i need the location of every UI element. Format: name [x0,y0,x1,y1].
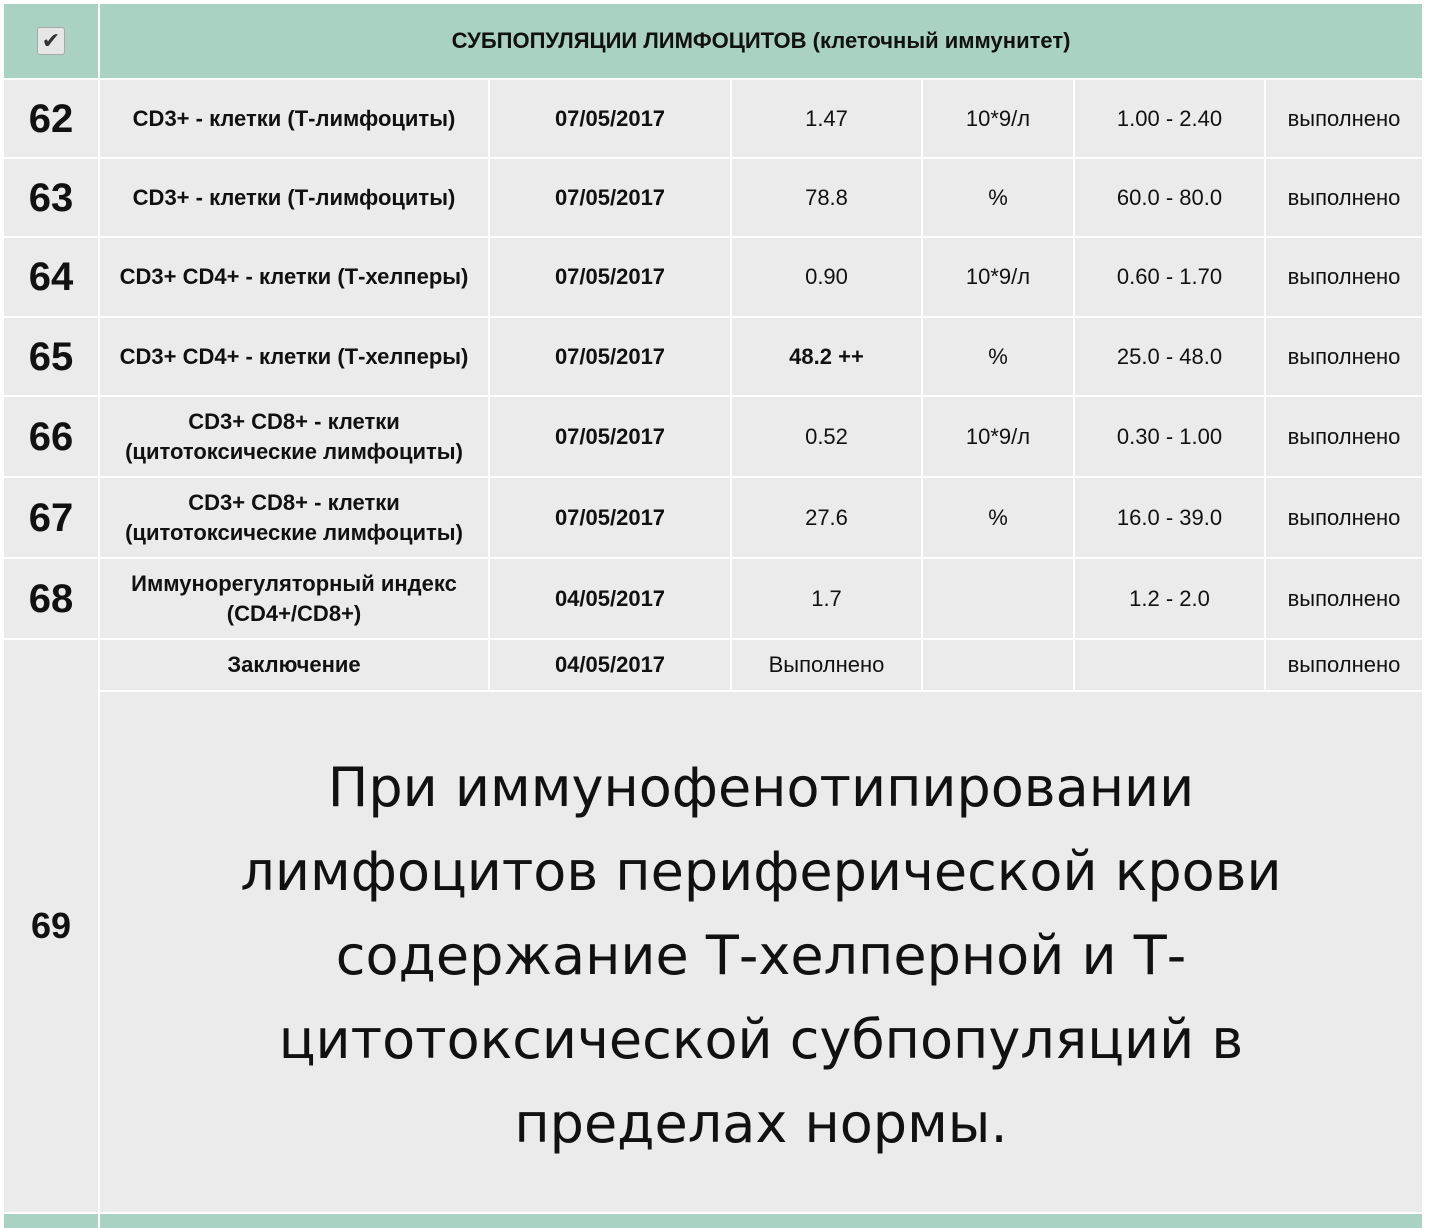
test-date: 04/05/2017 [490,640,730,690]
test-value: 0.90 [732,238,921,316]
row-number: 67 [4,478,98,557]
test-name [100,397,488,476]
test-value: Выполнено [732,640,921,690]
row-number: 69 [4,640,98,1212]
test-name-line2: (цитотоксические лимфоциты) [125,519,463,545]
test-value: 1.47 [732,80,921,157]
reference-range: 0.30 - 1.00 [1075,397,1264,476]
test-value: 1.7 [732,559,921,638]
test-unit: 10*9/л [923,238,1073,316]
row-number: 64 [4,238,98,316]
reference-range: 60.0 - 80.0 [1075,159,1264,236]
row-number: 66 [4,397,98,476]
test-status: выполнено [1266,238,1422,316]
reference-range: 0.60 - 1.70 [1075,238,1264,316]
test-name: CD3+ CD4+ - клетки (Т-хелперы) [100,318,488,395]
test-name-line2: (CD4+/CD8+) [226,600,362,626]
test-unit: 10*9/л [923,80,1073,157]
test-unit: % [923,478,1073,557]
test-status: выполнено [1266,318,1422,395]
next-section-header [100,1214,1422,1228]
test-status: выполнено [1266,640,1422,690]
test-name-line1: CD3+ CD8+ - клетки [188,408,400,434]
test-unit: % [923,159,1073,236]
test-value-flagged: 48.2 ++ [732,318,921,395]
test-value: 27.6 [732,478,921,557]
test-unit: 10*9/л [923,397,1073,476]
check-icon[interactable]: ✔ [37,27,65,55]
test-status: выполнено [1266,397,1422,476]
reference-range: 16.0 - 39.0 [1075,478,1264,557]
reference-range: 1.2 - 2.0 [1075,559,1264,638]
next-section-header-left [4,1214,98,1228]
test-unit [923,559,1073,638]
test-date: 07/05/2017 [490,397,730,476]
section-title: СУБПОПУЛЯЦИИ ЛИМФОЦИТОВ (клеточный иммунитет) [100,4,1422,78]
test-name-line1: Иммунорегуляторный индекс [131,570,457,596]
test-name-line1: CD3+ CD8+ - клетки [188,489,400,515]
test-status: выполнено [1266,80,1422,157]
test-date: 04/05/2017 [490,559,730,638]
test-status: выполнено [1266,159,1422,236]
test-name-line2: (цитотоксические лимфоциты) [125,438,463,464]
test-status: выполнено [1266,559,1422,638]
test-name: CD3+ - клетки (Т-лимфоциты) [100,80,488,157]
test-unit: % [923,318,1073,395]
test-value: 0.52 [732,397,921,476]
test-date: 07/05/2017 [490,478,730,557]
reference-range: 25.0 - 48.0 [1075,318,1264,395]
test-status: выполнено [1266,478,1422,557]
test-date: 07/05/2017 [490,238,730,316]
test-name [100,478,488,557]
conclusion-label: Заключение [100,640,488,690]
test-name: CD3+ CD4+ - клетки (Т-хелперы) [100,238,488,316]
test-date: 07/05/2017 [490,159,730,236]
row-number: 65 [4,318,98,395]
test-name [100,559,488,638]
row-number: 63 [4,159,98,236]
test-date: 07/05/2017 [490,80,730,157]
reference-range: 1.00 - 2.40 [1075,80,1264,157]
test-name: CD3+ - клетки (Т-лимфоциты) [100,159,488,236]
test-date: 07/05/2017 [490,318,730,395]
conclusion-text: При иммунофенотипировании лимфоцитов периферической крови содержание Т-хелперной и Т-цитотоксической субпопуляций в пределах нормы. [100,692,1422,1212]
test-value: 78.8 [732,159,921,236]
row-number: 68 [4,559,98,638]
reference-range [1075,640,1264,690]
row-number: 62 [4,80,98,157]
test-unit [923,640,1073,690]
header-checkbox-cell[interactable] [4,4,98,78]
